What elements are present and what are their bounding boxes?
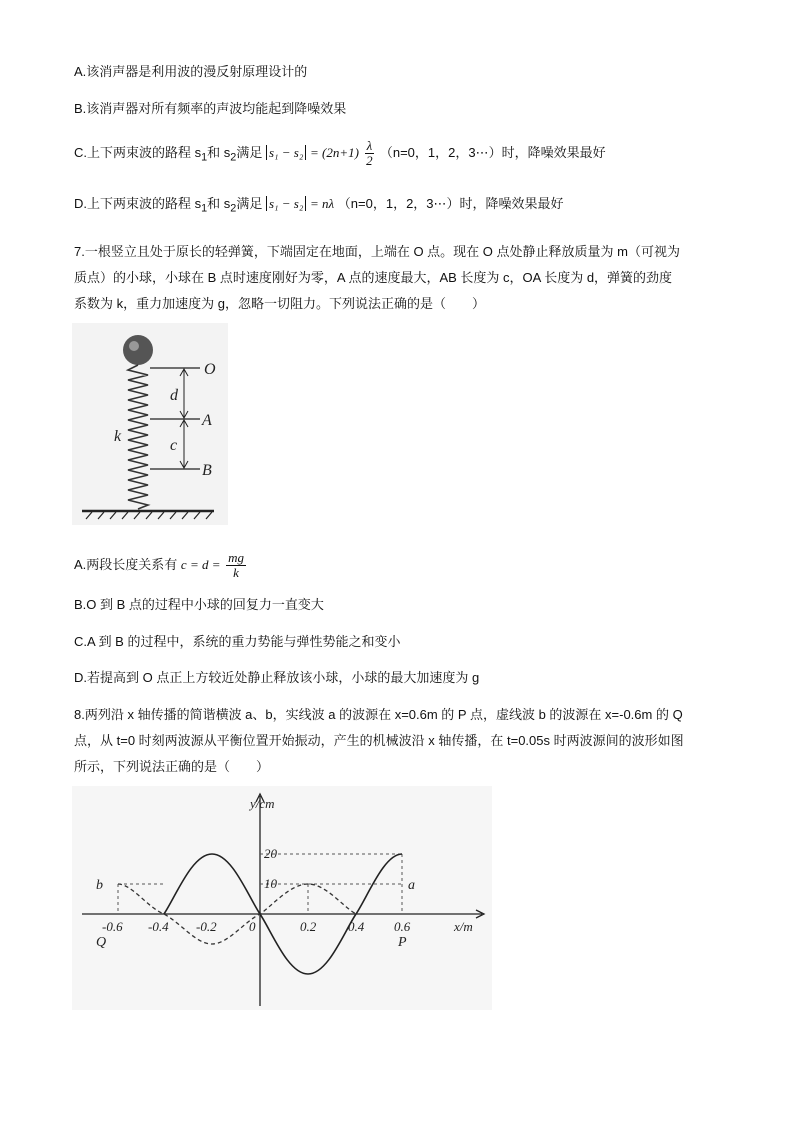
ground-hatch: [86, 512, 212, 519]
point-p-label: P: [398, 935, 407, 950]
q6-option-c-mid1: 和 s: [207, 145, 231, 160]
q8-stem-line: 点，从 t=0 时刻两波源从平衡位置开始振动，产生的机械波沿 x 轴传播，在 t=0.05s 时两波源间的波形如图: [74, 733, 684, 748]
q6-option-c-suffix: （n=0，1，2，3⋯）时，降噪效果最好: [379, 145, 606, 160]
x-tick-0: 0: [249, 919, 256, 934]
q6-option-c: [74, 138, 606, 173]
spring-figure: [72, 323, 228, 525]
x-tick-04: 0.4: [348, 919, 365, 934]
subscript: 1: [201, 151, 208, 164]
q6-option-d-mid1: 和 s: [207, 196, 231, 211]
wave-graph: [72, 786, 492, 1010]
x-tick-02: 0.2: [300, 919, 317, 934]
subscript: 2: [230, 202, 237, 215]
label-b: B: [202, 462, 212, 479]
q7-option-c: C.A 到 B 的过程中，系统的重力势能与弹性势能之和变小: [74, 634, 401, 649]
subscript: 1: [201, 202, 208, 215]
q7-stem: [74, 239, 724, 317]
ball-highlight: [129, 341, 139, 351]
y-axis-label: y/cm: [250, 796, 275, 811]
q6-option-c-coef: = (2n+1): [310, 145, 359, 160]
fraction-numerator: λ: [366, 138, 373, 154]
q6-option-a: A.该消声器是利用波的漫反射原理设计的: [74, 64, 308, 79]
fraction-numerator: mg: [228, 550, 245, 566]
q7-option-a-fraction: [226, 551, 246, 580]
q6-option-d-mid2: 满足: [236, 196, 263, 211]
q8-stem-line: 8.两列沿 x 轴传播的简谐横波 a、b，实线波 a 的波源在 x=0.6m 的 P 点，虚线波 b 的波源在 x=-0.6m 的 Q: [74, 707, 683, 722]
q6-option-d-suffix: （n=0，1，2，3⋯）时，降噪效果最好: [337, 196, 564, 211]
q6-option-d-formula: = nλ: [310, 196, 335, 211]
q6-option-c-prefix: C.上下两束波的路程 s: [74, 145, 202, 160]
spring-diagram: [72, 323, 228, 525]
q7-stem-line: 7.一根竖立且处于原长的轻弹簧，下端固定在地面，上端在 O 点。现在 O 点处静止释放质量为 m（可视为: [74, 244, 680, 259]
q7-option-a-formula: c = d =: [180, 557, 221, 572]
q7-option-d: D.若提高到 O 点正上方较近处静止释放该小球，小球的最大加速度为 g: [74, 670, 480, 685]
q6-option-b: B.该消声器对所有频率的声波均能起到降噪效果: [74, 101, 347, 116]
x-tick-neg06: -0.6: [102, 919, 123, 934]
subscript: 2: [230, 151, 237, 164]
q7-option-a: [74, 549, 248, 581]
fraction-denominator: k: [233, 565, 239, 581]
q6-option-d: [74, 195, 564, 218]
wave-b-label: b: [96, 878, 103, 893]
q6-option-d-abs: s₁ − s₂: [266, 196, 306, 211]
q7-option-a-prefix: A.两段长度关系有: [74, 557, 178, 572]
point-q-label: Q: [96, 935, 107, 950]
label-k: k: [114, 428, 122, 445]
ball-icon: [123, 335, 153, 365]
q7-stem-line: 系数为 k，重力加速度为 g，忽略一切阻力。下列说法正确的是（ ）: [74, 296, 485, 311]
wave-figure: [72, 786, 492, 1010]
label-c: c: [170, 437, 178, 454]
wave-a-label: a: [408, 878, 415, 893]
q6-option-c-mid2: 满足: [236, 145, 263, 160]
q6-option-c-fraction: [365, 139, 375, 168]
x-tick-neg04: -0.4: [148, 919, 169, 934]
x-tick-neg02: -0.2: [196, 919, 217, 934]
x-tick-06: 0.6: [394, 919, 411, 934]
q7-option-b: B.O 到 B 点的过程中小球的回复力一直变大: [74, 597, 324, 612]
q8-stem-line: 所示，下列说法正确的是（ ）: [74, 759, 270, 774]
x-axis-label: x/m: [454, 919, 473, 934]
y-tick-10: 10: [264, 876, 277, 891]
spring-coil: [128, 365, 148, 509]
q6-option-d-prefix: D.上下两束波的路程 s: [74, 196, 202, 211]
fraction-denominator: 2: [366, 153, 373, 169]
label-a: A: [202, 412, 212, 429]
label-d: d: [170, 387, 178, 404]
q8-stem: [74, 702, 724, 780]
q6-option-c-abs: s₁ − s₂: [266, 145, 306, 160]
y-tick-20: 20: [264, 846, 277, 861]
q7-stem-line: 质点）的小球，小球在 B 点时速度刚好为零，A 点的速度最大，AB 长度为 c，OA 长度为 d，弹簧的劲度: [74, 270, 673, 285]
label-o: O: [204, 361, 216, 378]
